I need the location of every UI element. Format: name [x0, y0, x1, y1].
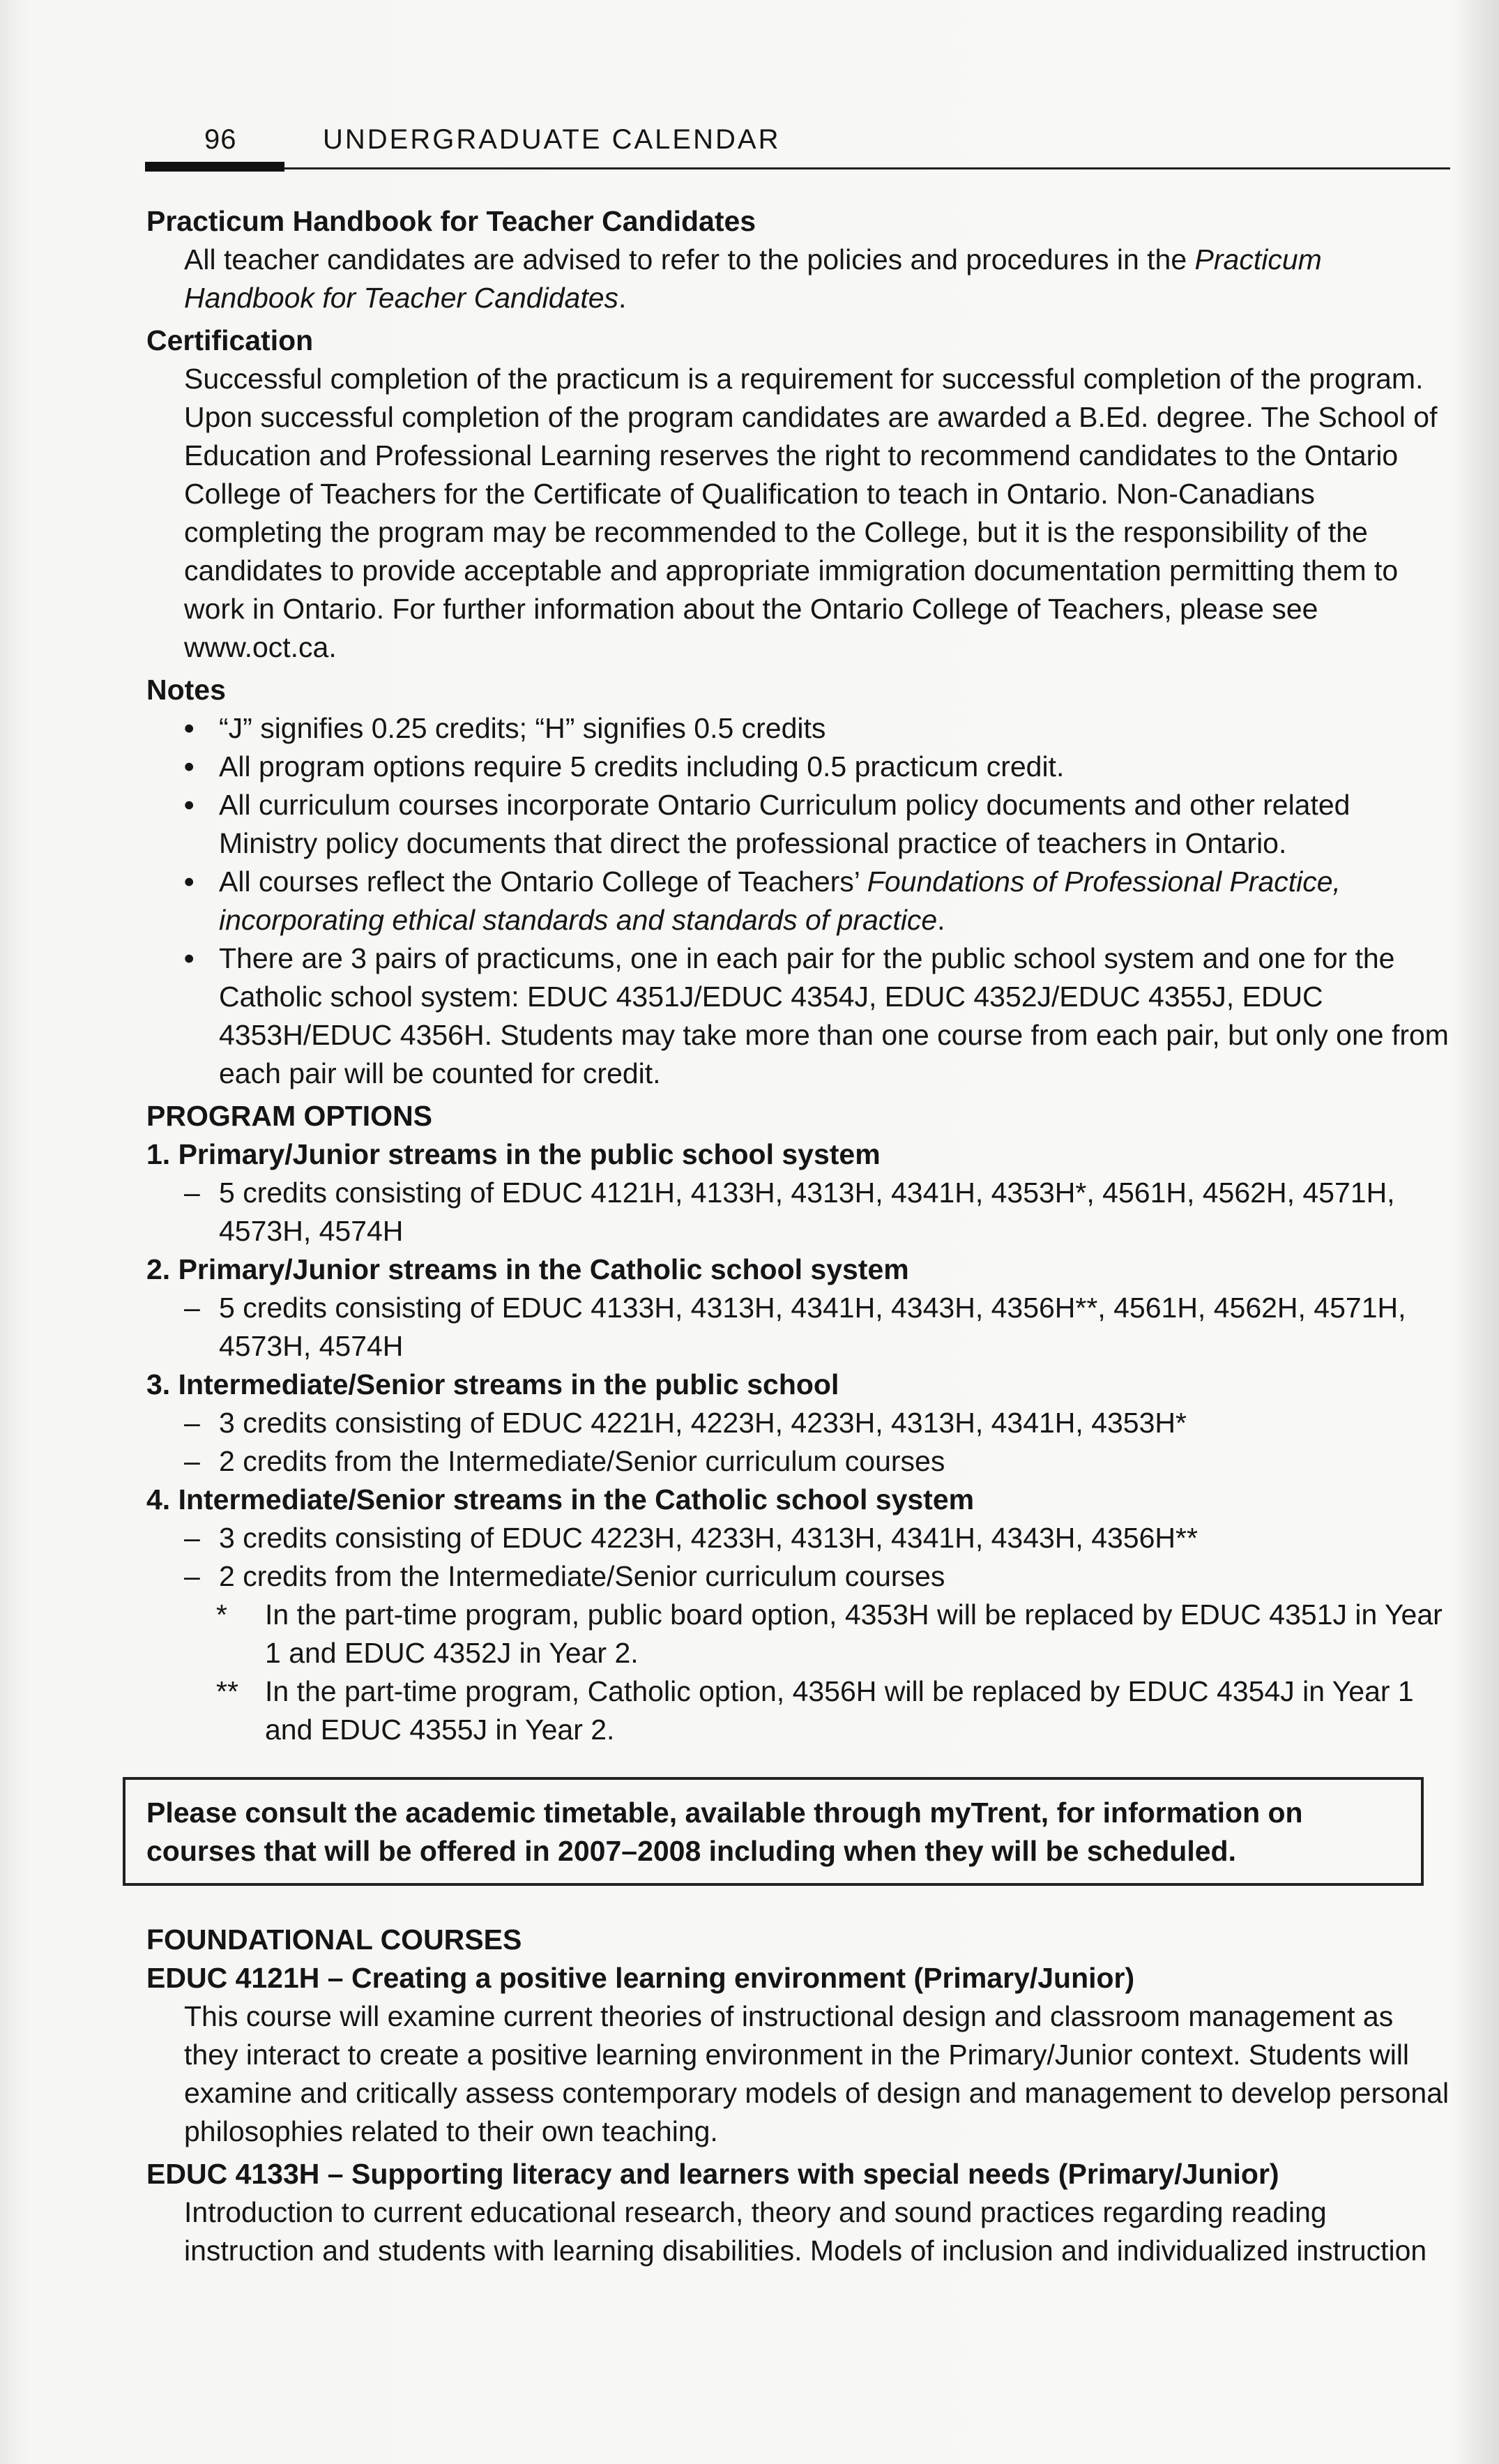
running-title: UNDERGRADUATE CALENDAR — [323, 124, 781, 155]
practicum-heading: Practicum Handbook for Teacher Candidates — [146, 205, 756, 237]
dash-mark: – — [184, 1177, 200, 1209]
option-title: 3. Intermediate/Senior streams in the public school — [146, 1368, 839, 1400]
course-title: EDUC 4121H – Creating a positive learning environment (Primary/Junior) — [146, 1962, 1135, 1994]
footnote-text: In the part-time program, Catholic option, 4356H will be replaced by EDUC 4354J in Year 1 and EDUC 4355J in Year 2. — [265, 1675, 1414, 1746]
course-title: EDUC 4133H – Supporting literacy and learners with special needs (Primary/Junior) — [146, 2158, 1279, 2190]
program-options-heading: PROGRAM OPTIONS — [146, 1100, 433, 1132]
certification-heading: Certification — [146, 324, 314, 356]
notes-item-text: All courses reflect the Ontario College of Teachers’ — [219, 866, 867, 898]
header-rule-thin — [284, 167, 1450, 169]
notes-item — [184, 709, 1450, 748]
footnote-text: In the part-time program, public board option, 4353H will be replaced by EDUC 4351J in Year 1 and EDUC 4352J in Year 2. — [265, 1598, 1443, 1669]
bullet-mark: • — [184, 866, 195, 898]
dash-mark: – — [184, 1445, 200, 1477]
option-line — [184, 1174, 1450, 1250]
dash-mark: – — [184, 1292, 200, 1324]
practicum-handbook-title: Practicum Handbook for Teacher Candidates — [184, 243, 1322, 314]
option-title: 2. Primary/Junior streams in the Catholic school system — [146, 1253, 909, 1285]
practicum-tail: . — [618, 282, 627, 314]
header-rule-thick — [145, 162, 284, 172]
notes-item — [184, 939, 1450, 1093]
option-line-text: 5 credits consisting of EDUC 4133H, 4313H, 4341H, 4343H, 4356H**, 4561H, 4562H, 4571H, 4573H, 4574H — [219, 1292, 1406, 1362]
page-number: 96 — [204, 124, 237, 155]
page-content — [146, 202, 1450, 2270]
notes-item-tail: . — [937, 904, 945, 936]
practicum-paragraph — [184, 241, 1450, 317]
notes-item-text: All curriculum courses incorporate Ontario Curriculum policy documents and other related Ministry policy documents that direct the professional practice of teachers in Ontario. — [219, 789, 1350, 859]
notes-item — [184, 786, 1450, 863]
practicum-text: All teacher candidates are advised to refer to the policies and procedures in the — [184, 243, 1195, 275]
bullet-mark: • — [184, 712, 195, 744]
footnote — [216, 1672, 1450, 1749]
page-header — [145, 119, 1450, 174]
option-line — [184, 1404, 1450, 1442]
course-description: This course will examine current theories of instructional design and classroom management as they interact to create a positive learning environment in the Primary/Junior context. Students will examine and critically assess contemporary models of design and management to develop personal philosophies related to their own teaching. — [184, 2000, 1449, 2147]
option-line — [184, 1557, 1450, 1596]
notes-item — [184, 748, 1450, 786]
option-line-text: 3 credits consisting of EDUC 4223H, 4233H, 4313H, 4341H, 4343H, 4356H** — [219, 1522, 1198, 1554]
bullet-mark: • — [184, 750, 195, 783]
option-line — [184, 1442, 1450, 1481]
option-line — [184, 1289, 1450, 1366]
dash-mark: – — [184, 1560, 200, 1592]
notes-heading: Notes — [146, 674, 226, 706]
footnote-mark: * — [216, 1598, 227, 1631]
option-line-text: 5 credits consisting of EDUC 4121H, 4133H, 4313H, 4341H, 4353H*, 4561H, 4562H, 4571H, 4573H, 4574H — [219, 1177, 1395, 1247]
bullet-mark: • — [184, 942, 195, 974]
dash-mark: – — [184, 1522, 200, 1554]
notes-item-text: “J” signifies 0.25 credits; “H” signifies 0.5 credits — [219, 712, 826, 744]
notes-item-text: All program options require 5 credits including 0.5 practicum credit. — [219, 750, 1065, 783]
option-title: 1. Primary/Junior streams in the public school system — [146, 1138, 881, 1170]
dash-mark: – — [184, 1407, 200, 1439]
foundational-heading: FOUNDATIONAL COURSES — [146, 1923, 522, 1956]
bullet-mark: • — [184, 789, 195, 821]
certification-paragraph: Successful completion of the practicum is a requirement for successful completion of the program. Upon successful completion of the program candidates are awarded a B.Ed. degree. The School of Education and Professional Learning reserves the right to recommend candidates to the Ontario College of Teachers for the Certificate of Qualification to teach in Ontario. Non-Canadians completing the program may be recommended to the College, but it is the responsibility of the candidates to provide acceptable and appropriate immigration documentation permitting them to work in Ontario. For further information about the Ontario College of Teachers, please see www.oct.ca. — [184, 363, 1438, 663]
foundations-title: Foundations of Professional Practice, incorporating ethical standards and standards of practice — [219, 866, 1341, 936]
footnote — [216, 1596, 1450, 1672]
footnote-mark: ** — [216, 1675, 238, 1707]
option-line-text: 2 credits from the Intermediate/Senior curriculum courses — [219, 1560, 945, 1592]
option-line — [184, 1519, 1450, 1557]
course-description: Introduction to current educational research, theory and sound practices regarding reading instruction and students with learning disabilities. Models of inclusion and individualized instruction — [184, 2196, 1427, 2267]
option-line-text: 2 credits from the Intermediate/Senior curriculum courses — [219, 1445, 945, 1477]
option-title: 4. Intermediate/Senior streams in the Catholic school system — [146, 1483, 975, 1516]
timetable-notice-box: Please consult the academic timetable, available through myTrent, for information on courses that will be offered in 2007–2008 including when they will be scheduled. — [123, 1777, 1424, 1886]
notes-item-text: There are 3 pairs of practicums, one in each pair for the public school system and one for the Catholic school system: EDUC 4351J/EDUC 4354J, EDUC 4352J/EDUC 4355J, EDUC 4353H/EDUC 4356H. Students may take more than one course from each pair, but only one from each pair will be counted for credit. — [219, 942, 1449, 1089]
option-line-text: 3 credits consisting of EDUC 4221H, 4223H, 4233H, 4313H, 4341H, 4353H* — [219, 1407, 1187, 1439]
notes-item — [184, 863, 1450, 939]
